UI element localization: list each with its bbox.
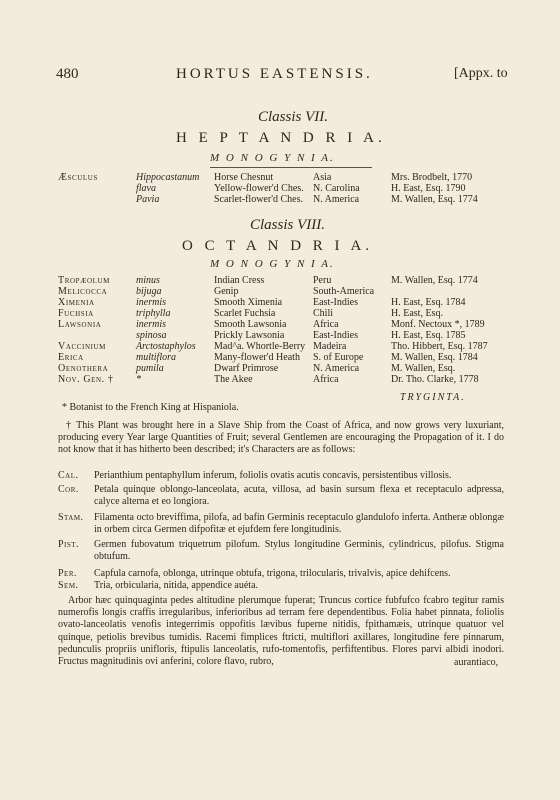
common-name-cell: The Akee (214, 374, 253, 385)
species-cell: bijuga (136, 286, 162, 297)
character-text: Germen fubovatum triquetrum pilofum. Stylus longitudine Germinis, cylindricus, pilofus. Stigma obtufum. (94, 539, 504, 563)
native-cell: N. Carolina (313, 183, 360, 194)
species-cell: Arctostaphylos (136, 341, 196, 352)
genus-cell: Nov. Gen. † (58, 374, 114, 385)
common-name-cell: Prickly Lawsonia (214, 330, 285, 341)
introducer-cell: H. East, Esq. 1784 (391, 297, 466, 308)
introducer-cell: Mrs. Brodbelt, 1770 (391, 172, 473, 183)
class-8-name: O C T A N D R I A. (182, 238, 374, 254)
genus-cell: Melicocca (58, 286, 108, 297)
trigynia-heading: TRYGINTA. (400, 392, 466, 403)
species-cell: inermis (136, 297, 166, 308)
species-cell: Pavia (136, 194, 160, 205)
character-text: Capfula carnofa, oblonga, utrinque obtufa, trigona, trilocularis, trivalvis, apice dehifcens. (94, 568, 451, 579)
native-cell: Madeira (313, 341, 347, 352)
species-cell: flava (136, 183, 156, 194)
character-text: Tria, orbicularia, nitida, appendice auéta. (94, 580, 259, 591)
species-cell: minus (136, 275, 160, 286)
common-name-cell: Mad^a. Whortle-Berry (214, 341, 306, 352)
class-7-name: H E P T A N D R I A. (176, 130, 386, 146)
appendix-marker: [Appx. to (454, 66, 508, 81)
character-label: Pist. (58, 539, 80, 550)
introducer-cell: H. East, Esq. 1790 (391, 183, 466, 194)
introducer-cell: Tho. Hibbert, Esq. 1787 (391, 341, 488, 352)
genus-cell: Vaccinium (58, 341, 107, 352)
common-name-cell: Smooth Ximenia (214, 297, 283, 308)
table-row (0, 193, 560, 206)
introducer-cell: M. Wallen, Esq. (391, 363, 456, 374)
class-7-title: Classis VII. (258, 109, 329, 125)
native-cell: South-America (313, 286, 375, 297)
character-label: Per. (58, 568, 78, 579)
native-cell: Africa (313, 374, 339, 385)
genus-cell: Tropæolum (58, 275, 110, 286)
native-cell: Africa (313, 319, 339, 330)
character-label: Stam. (58, 512, 84, 523)
introducer-cell: H. East, Esq. (391, 308, 443, 319)
common-name-cell: Yellow-flower'd Ches. (214, 183, 304, 194)
genus-cell: Fuchsia (58, 308, 94, 319)
character-text: Petala quinque oblongo-lanceolata, acuta, villosa, ad basin sursum flexa et receptaculo adpressa, calyce alterna et eo longiora. (94, 484, 504, 508)
introducer-cell: M. Wallen, Esq. 1784 (391, 352, 478, 363)
genus-cell: Lawsonia (58, 319, 102, 330)
species-cell: multiflora (136, 352, 177, 363)
species-cell: * (136, 374, 141, 385)
character-text: Perianthium pentaphyllum inferum, foliolis ovatis acutis concavis, persistentibus villosis. (94, 470, 452, 481)
catchword: aurantiaco, (454, 657, 499, 668)
species-cell: inermis (136, 319, 166, 330)
common-name-cell: Scarlet-flower'd Ches. (214, 194, 303, 205)
common-name-cell: Genip (214, 286, 239, 297)
native-cell: N. America (313, 194, 360, 205)
species-cell: triphylla (136, 308, 171, 319)
class-7-order: M O N O G Y N I A. (210, 152, 335, 164)
character-text: Filamenta octo breviffima, pilofa, ad bafin Germinis receptaculo glandulofo inferta. Antheræ oblongæ in orbem circa Germen difpofitæ et ejufdem fere longitudinis. (94, 512, 504, 536)
native-cell: East-Indies (313, 297, 358, 308)
latin-description: Arbor hæc quinquaginta pedes altitudine plerumque fuperat; Truncus cortice fubfufco fcabro tegitur ramis numerofis longis craffis irregularibus, inferioribus ad terram fere dependentibus. Folia habet pinnata, foliolis ovato-lanceolatis venofis integerrimis oppofitis lævibus fuperne nitidis, fpithamæis, utrinque quatuor vel quinque, petiolis brevibus tumidis. Racemi fimplices ftricti, multiflori axillares, longitudine fere pinnarum, pedunculis propriis unifloris, ftipulis lanceolatis, rufo-tomentofis, perfiftentibus. Flores parvi albidi inodori. Fructus magnitudinis ovi anferini, colore flavo, rubro, (58, 595, 504, 668)
native-cell: Asia (313, 172, 332, 183)
footnote-dagger: † This Plant was brought here in a Slave Ship from the Coast of Africa, and now grows very luxuriant, producing every Year large Quantities of Fruit; several Gentlemen are encouraging the Propagation of it. I do not know that it has hitherto been described; it's Characters are as follows: (58, 420, 504, 456)
character-label: Sem. (58, 580, 79, 591)
genus-cell: Oenothera (58, 363, 109, 374)
native-cell: Chili (313, 308, 334, 319)
species-cell: spinosa (136, 330, 167, 341)
character-label: Cal. (58, 470, 79, 481)
class-8-order: M O N O G Y N I A. (210, 258, 335, 270)
class-7-rule (210, 167, 372, 168)
introducer-cell: Monf. Nectoux *, 1789 (391, 319, 485, 330)
page-number: 480 (56, 66, 79, 82)
native-cell: S. of Europe (313, 352, 364, 363)
native-cell: Peru (313, 275, 332, 286)
genus-cell: Erica (58, 352, 84, 363)
species-cell: Hippocastanum (136, 172, 200, 183)
common-name-cell: Many-flower'd Heath (214, 352, 300, 363)
common-name-cell: Dwarf Primrose (214, 363, 279, 374)
introducer-cell: M. Wallen, Esq. 1774 (391, 194, 478, 205)
introducer-cell: Dr. Tho. Clarke, 1778 (391, 374, 479, 385)
species-cell: pumila (136, 363, 164, 374)
running-title: HORTUS EASTENSIS. (176, 66, 373, 82)
table-row (0, 373, 560, 386)
native-cell: East-Indies (313, 330, 358, 341)
genus-cell: Æsculus (58, 172, 98, 183)
footnote-star: * Botanist to the French King at Hispaniola. (62, 402, 239, 413)
introducer-cell: M. Wallen, Esq. 1774 (391, 275, 478, 286)
genus-cell: Ximenia (58, 297, 95, 308)
common-name-cell: Indian Cress (214, 275, 265, 286)
common-name-cell: Smooth Lawsonia (214, 319, 287, 330)
character-label: Cor. (58, 484, 79, 495)
common-name-cell: Scarlet Fuchsia (214, 308, 276, 319)
introducer-cell: H. East, Esq. 1785 (391, 330, 466, 341)
native-cell: N. America (313, 363, 360, 374)
class-8-title: Classis VIII. (250, 217, 325, 233)
common-name-cell: Horse Chesnut (214, 172, 274, 183)
